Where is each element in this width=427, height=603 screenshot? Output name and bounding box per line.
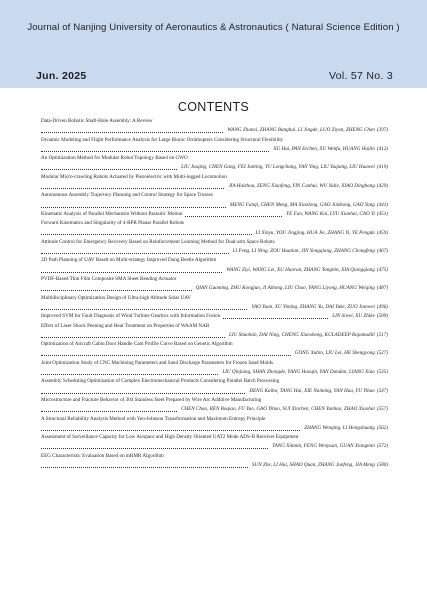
toc-entry bbox=[41, 340, 388, 359]
dot-leader bbox=[41, 467, 248, 468]
author-line bbox=[41, 349, 388, 358]
page-number: (429) bbox=[376, 183, 388, 190]
article-authors: YE Fan, WANG Kai, LYU Xianhai, CAO Yi bbox=[286, 210, 375, 217]
page-number: (562) bbox=[376, 424, 388, 431]
title-author-line bbox=[41, 312, 388, 321]
toc-entry bbox=[41, 312, 388, 321]
page-number: (412) bbox=[376, 145, 388, 152]
page-number: (441) bbox=[376, 201, 388, 208]
page-number: (475) bbox=[376, 266, 388, 273]
dot-leader bbox=[41, 151, 269, 152]
page-number: (580) bbox=[376, 461, 388, 468]
article-authors: DENG Kaibo, TANG Hui, XIE Naiming, YAN Hua, YU Yihao bbox=[249, 387, 375, 394]
article-title: Kinematic Analysis of Parallel Mechanism Without Parasitic Motion bbox=[41, 210, 183, 217]
author-line bbox=[41, 247, 388, 256]
article-authors: SUN Zhe, LI Hui, SHAO Quan, ZHANG Junfeng, JIA Meng bbox=[252, 461, 375, 468]
article-title: Microstructure and Fracture Behavior of 304 Stainless Steel Prepared by Wire Arc Additive Manufacturing bbox=[41, 396, 262, 403]
dot-leader bbox=[41, 290, 192, 291]
article-authors: QIAN Guoming, ZHU Kongjun, JI Aihong, LIU Chao, YANG Liyong, HUANG Weiqing bbox=[195, 285, 375, 292]
dot-leader bbox=[41, 355, 291, 356]
dot-leader bbox=[41, 393, 245, 394]
article-title: Improved SVM for Fault Diagnosis of Wind Turbine Gearbox with Information Fusion bbox=[41, 313, 221, 320]
dot-leader bbox=[41, 337, 225, 338]
article-title: Joint Optimization Study of CNC Machining Parameters and Sand Discharge Parameters for Frozen Sand Molds bbox=[41, 359, 274, 366]
article-authors: LIU Shaohan, DAI Ning, CHENG Xiaosheng, KULADEEP Rajamudili bbox=[229, 331, 375, 338]
issue-date: Jun. 2025 bbox=[36, 70, 87, 82]
toc-entry bbox=[41, 219, 388, 238]
dot-leader bbox=[41, 448, 268, 449]
toc-entry bbox=[41, 173, 388, 192]
toc-entry bbox=[41, 238, 388, 257]
page-number: (496) bbox=[376, 303, 388, 310]
author-line bbox=[41, 442, 388, 451]
dot-leader bbox=[41, 272, 222, 273]
article-title: 3D Path Planning of UAV Based on Multi-strategy Improved Dung Beetle Algorithm bbox=[41, 257, 217, 264]
author-line bbox=[41, 229, 388, 238]
author-line bbox=[41, 201, 388, 210]
header-band bbox=[0, 0, 427, 88]
article-title: Assessment of Surveillance Capacity for Low Airspace and High Density Oriented UAT2 Mode ADS-B Receiver Equipment bbox=[41, 434, 299, 441]
article-title: Modular Micro-crawling Robots Actuated by Piezoelectric with Multi-legged Locomotion bbox=[41, 173, 227, 180]
author-line bbox=[41, 461, 388, 470]
article-authors: LIU Qinjiang, SHAN Zhongde, YANG Haoqin, YAN Dandan, LIANG Xiao bbox=[222, 369, 375, 376]
article-authors: GONG Xubin, LIU Lei, HE Shengyong bbox=[294, 350, 375, 357]
dot-leader bbox=[41, 374, 218, 375]
author-line bbox=[41, 266, 388, 275]
article-title: Autonomous Assembly Trajectory Planning and Control Strategy for Space Trusses bbox=[41, 192, 213, 199]
page-number: (572) bbox=[376, 443, 388, 450]
page-number: (451) bbox=[376, 210, 388, 217]
dot-leader bbox=[41, 430, 300, 431]
article-authors: WANG Zhanxi, ZHANG Banghai, LI Jingde, LUO Ziyan, ZHENG Chen bbox=[227, 127, 375, 134]
toc-entry bbox=[41, 136, 388, 155]
journal-title: Journal of Nanjing University of Aeronautics & Astronautics ( Natural Science Edition ) bbox=[27, 22, 400, 33]
article-authors: ZHANG Wenqing, LI Hongshuang bbox=[304, 424, 375, 431]
article-authors: LIU Jiaqing, CHEN Gang, FEI Junting, YU Longchang, YAN Ying, LIU Yuqiang, LIU Huawei bbox=[181, 164, 375, 171]
author-line bbox=[41, 284, 388, 293]
table-of-contents bbox=[41, 117, 388, 470]
toc-entry bbox=[41, 294, 388, 313]
article-authors: YAO Yuan, XU Yiming, ZHANG Yu, DAI Yuke, ZUO Jianwei bbox=[251, 303, 375, 310]
author-line bbox=[41, 405, 388, 414]
article-authors: XU Hui, PAN Erchen, XU Wenfu, HUANG Hailin bbox=[273, 145, 375, 152]
toc-entry bbox=[41, 210, 388, 219]
title-author-line bbox=[41, 210, 388, 219]
author-line bbox=[41, 331, 388, 340]
page-number: (467) bbox=[376, 248, 388, 255]
article-authors: CHEN Chao, REN Boqiao, FU Yao, GAO Yihao, SUI Xinchen, CHEN Yunhao, ZHAO Xiaohai bbox=[180, 406, 375, 413]
article-title: Dynamic Modeling and Flight Performance Analysis for Large Bionic Ornithopters Considering Structural Flexibility bbox=[41, 136, 284, 143]
contents-heading: CONTENTS bbox=[177, 100, 250, 114]
article-title: Forward Kinematics and Singularity of 4-RPR Planar Parallel Robots bbox=[41, 220, 185, 227]
toc-entry bbox=[41, 433, 388, 452]
author-line bbox=[41, 145, 388, 154]
page-number: (517) bbox=[376, 331, 388, 338]
article-authors: JIA Haizhou, ZENG Xiaofeng, YIN Canhui, WU Yulie, XIAO Dingbang bbox=[228, 183, 375, 190]
toc-entry bbox=[41, 191, 388, 210]
page-number: (547) bbox=[376, 387, 388, 394]
article-title: EEG Characteristic Evaluation Based on mRMR Algorithm bbox=[41, 452, 164, 459]
dot-leader bbox=[41, 411, 177, 412]
dot-leader bbox=[41, 253, 229, 254]
page-number: (535) bbox=[376, 369, 388, 376]
author-line bbox=[41, 368, 388, 377]
article-title: Multidisciplinary Optimization Design of Ultra-high Altitude Solar UAV bbox=[41, 294, 191, 301]
page-number: (527) bbox=[376, 350, 388, 357]
toc-entry bbox=[41, 359, 388, 378]
toc-entry bbox=[41, 452, 388, 471]
article-authors: LI Xinyu, YOU Jingjing, HUA Jie, ZHANG Yi, YE Pengda bbox=[255, 229, 375, 236]
article-authors: LIN Siwei, XU Zhike bbox=[332, 313, 375, 320]
dot-leader bbox=[41, 309, 247, 310]
dot-leader bbox=[223, 318, 328, 319]
issue-volume: Vol. 57 No. 3 bbox=[328, 70, 393, 82]
article-title: An Optimization Method for Modular Robot Topology Based on GWO bbox=[41, 155, 188, 162]
author-line bbox=[41, 387, 388, 396]
author-line bbox=[41, 126, 388, 135]
article-title: Optimization of Aircraft Cabin Door Handle Cam Profile Curve Based on Genetic Algorithm bbox=[41, 341, 233, 348]
article-title: Attitude Control for Emergency Recovery Based on Reinforcement Learning Method for Dual-arm Space Robots bbox=[41, 238, 275, 245]
dot-leader bbox=[41, 234, 252, 235]
dot-leader bbox=[41, 132, 223, 133]
author-line bbox=[41, 182, 388, 191]
toc-entry bbox=[41, 396, 388, 415]
dot-leader bbox=[41, 169, 177, 170]
dot-leader bbox=[185, 216, 282, 217]
article-title: Data-Driven Robotic Shaft-Hole Assembly: A Review bbox=[41, 118, 153, 124]
toc-entry bbox=[41, 256, 388, 275]
toc-entry bbox=[41, 322, 388, 341]
article-title: A Structural Reliability Analysis Method with Yeo-Johnson Transformation and Maximum Entropy Principle bbox=[41, 415, 266, 422]
toc-entry bbox=[41, 415, 388, 434]
author-line bbox=[41, 424, 388, 433]
page-number: (419) bbox=[376, 164, 388, 171]
article-title: Effect of Laser Shock Peening and Heat Treatment on Properties of WAAM NAB bbox=[41, 322, 210, 329]
dot-leader bbox=[41, 188, 224, 189]
article-title: PVDF-Based Thin Film Composite SMA Sheet Bending Actuator bbox=[41, 276, 177, 283]
toc-entry bbox=[41, 117, 388, 136]
toc-entry bbox=[41, 154, 388, 173]
page-number: (459) bbox=[376, 229, 388, 236]
article-authors: WANG Ziyi, WANG Lei, XU Huoran, ZHANG Tongbin, XIA Qiangqiang bbox=[226, 266, 375, 273]
article-authors: TANG Xinmin, FENG Wenyuan, GUAN Xiangmin bbox=[272, 443, 375, 450]
dot-leader bbox=[41, 207, 226, 208]
page-number: (487) bbox=[376, 285, 388, 292]
author-line bbox=[41, 303, 388, 312]
toc-entry bbox=[41, 275, 388, 294]
article-authors: LI Feng, LI Ning, ZOU Huatian, JIN Yongqiang, ZHANG Chongfeng bbox=[232, 248, 375, 255]
page-number: (509) bbox=[376, 313, 388, 320]
page-number: (397) bbox=[376, 127, 388, 134]
article-title: Assembly Scheduling Optimization of Complex Electromechanical Products Considering Parallel Batch Processing bbox=[41, 378, 280, 385]
toc-entry bbox=[41, 377, 388, 396]
author-line bbox=[41, 163, 388, 172]
page-number: (557) bbox=[376, 406, 388, 413]
article-authors: MENG Fanqi, CHEN Meng, MA Xiaolong, GAO Jinzhong, GAO Yang bbox=[229, 201, 375, 208]
